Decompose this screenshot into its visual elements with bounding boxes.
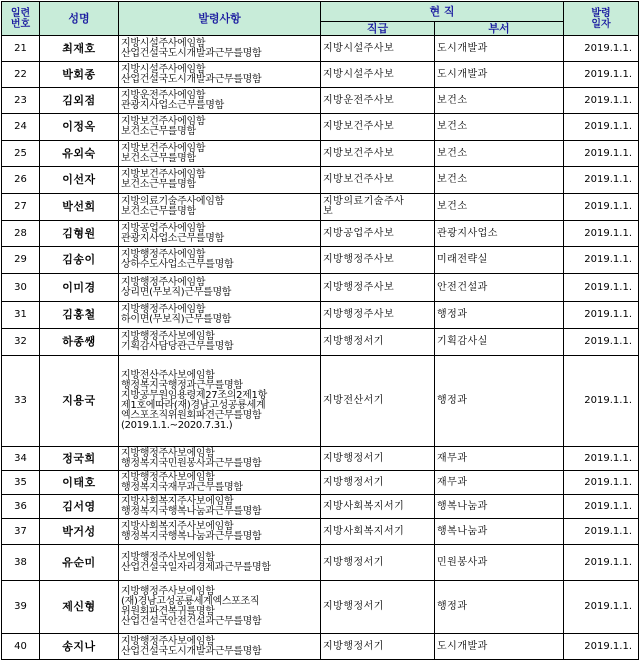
current-grade: 지방행정서기: [321, 545, 435, 581]
person-name: 제신형: [40, 581, 119, 634]
table-row: [2, 519, 639, 545]
appointment-date: 2019.1.1.: [564, 495, 639, 519]
current-dept: 재무과: [435, 447, 564, 471]
appointment-detail: [119, 194, 321, 221]
detail-line: 행정복지국민원봉사과근무를명함: [121, 457, 262, 469]
header-date: 발령 일자: [564, 2, 639, 36]
header-detail: 발령사항: [119, 2, 321, 36]
detail-line: 지방사회복지주사보에임함: [121, 520, 234, 532]
appointment-date: 2019.1.1.: [564, 634, 639, 660]
appointment-detail: [119, 545, 321, 581]
table-row: [2, 447, 639, 471]
person-name: 정국희: [40, 447, 119, 471]
current-dept: 행복나눔과: [435, 495, 564, 519]
appointment-detail: [119, 302, 321, 329]
detail-line: 지방보건주사에임함: [121, 142, 206, 154]
current-dept: 보건소: [435, 114, 564, 141]
appointment-date: 2019.1.1.: [564, 356, 639, 447]
detail-line: 기획감사담당관근무를명함: [121, 341, 234, 352]
detail-line: 보건소근무를명함: [121, 206, 196, 217]
current-grade: 지방행정주사보: [321, 302, 435, 329]
row-number: 38: [2, 545, 40, 581]
table-row: [2, 581, 639, 634]
detail-line: 지방보건주사에임함: [121, 169, 206, 180]
current-dept: 보건소: [435, 194, 564, 221]
appointment-detail: [119, 221, 321, 247]
current-grade: 지방시설주사보: [321, 36, 435, 62]
appointment-date: 2019.1.1.: [564, 329, 639, 356]
appointment-date: 2019.1.1.: [564, 141, 639, 167]
detail-line: 지방공업주사에임함: [121, 222, 206, 234]
person-name: 김외점: [40, 88, 119, 114]
current-grade: 지방보건주사보: [321, 167, 435, 194]
detail-line: 하이면(무보직)근무를명함: [121, 314, 232, 325]
table-row: [2, 62, 639, 88]
detail-line: 산업건설국도시개발과근무를명함: [121, 73, 262, 85]
detail-line: 지방공무원임용령제27조의2제1항: [121, 390, 267, 401]
appointment-detail: [119, 581, 321, 634]
row-number: 29: [2, 247, 40, 274]
current-grade: 지방행정서기: [321, 581, 435, 634]
row-number: 23: [2, 88, 40, 114]
appointment-date: 2019.1.1.: [564, 519, 639, 545]
row-number: 34: [2, 447, 40, 471]
detail-line: 보건소근무를명함: [121, 179, 196, 190]
detail-line: 지방시설주사에임함: [121, 63, 206, 75]
detail-line: 보건소근무를명함: [121, 152, 196, 164]
current-dept: 재무과: [435, 471, 564, 495]
appointment-detail: [119, 329, 321, 356]
current-dept: 행정과: [435, 356, 564, 447]
current-dept: 도시개발과: [435, 62, 564, 88]
appointment-detail: [119, 247, 321, 274]
current-dept: 도시개발과: [435, 36, 564, 62]
appointment-detail: [119, 356, 321, 447]
table-row: [2, 88, 639, 114]
current-dept: 안전건설과: [435, 274, 564, 302]
person-name: 박회종: [40, 62, 119, 88]
detail-line: 행정복지국행복나눔과근무를명함: [121, 505, 262, 517]
current-grade: 지방행정서기: [321, 471, 435, 495]
detail-line: 제1호에따라(재)경남고성공룡세계: [121, 400, 266, 411]
detail-line: 지방행정주사에임함: [121, 304, 206, 315]
appointment-date: 2019.1.1.: [564, 62, 639, 88]
detail-line: 지방사회복지주사보에임함: [121, 495, 234, 507]
table-row: [2, 634, 639, 660]
header-current: 현 직: [321, 2, 564, 22]
appointment-detail: [119, 471, 321, 495]
current-grade: 지방의료기술주사 보: [321, 194, 435, 221]
row-number: 24: [2, 114, 40, 141]
current-grade: 지방사회복지서기: [321, 495, 435, 519]
row-number: 27: [2, 194, 40, 221]
detail-line: 상리면(무보직)근무를명함: [121, 286, 232, 298]
table-row: [2, 356, 639, 447]
appointment-detail: [119, 167, 321, 194]
detail-line: 지방행정주사보에임함: [121, 635, 215, 647]
table-row: [2, 495, 639, 519]
header-seq: 일련 번호: [2, 2, 40, 36]
appointment-detail: [119, 114, 321, 141]
appointment-date: 2019.1.1.: [564, 36, 639, 62]
person-name: 이미경: [40, 274, 119, 302]
current-grade: 지방운전주사보: [321, 88, 435, 114]
current-grade: 지방보건주사보: [321, 141, 435, 167]
detail-line: (2019.1.1.~2020.7.31.): [121, 420, 233, 431]
detail-line: 행정복지국행복나눔과근무를명함: [121, 530, 262, 542]
current-dept: 행복나눔과: [435, 519, 564, 545]
current-dept: 기획감사실: [435, 329, 564, 356]
table-row: [2, 471, 639, 495]
detail-line: 관광지사업소근무를명함: [121, 99, 224, 111]
current-dept: 미래전략실: [435, 247, 564, 274]
person-name: 유외숙: [40, 141, 119, 167]
appointment-table: [1, 1, 639, 660]
table-row: [2, 194, 639, 221]
person-name: 이태호: [40, 471, 119, 495]
row-number: 22: [2, 62, 40, 88]
row-number: 33: [2, 356, 40, 447]
person-name: 김홍철: [40, 302, 119, 329]
row-number: 25: [2, 141, 40, 167]
detail-line: 행정복지국재무과근무를명함: [121, 481, 243, 493]
table-row: [2, 274, 639, 302]
table-row: [2, 221, 639, 247]
person-name: 이선자: [40, 167, 119, 194]
current-dept: 보건소: [435, 88, 564, 114]
person-name: 김송이: [40, 247, 119, 274]
row-number: 21: [2, 36, 40, 62]
table-row: [2, 36, 639, 62]
row-number: 31: [2, 302, 40, 329]
detail-line: 산업건설국일자리경제과근무를명함: [121, 561, 271, 573]
person-name: 유순미: [40, 545, 119, 581]
appointment-date: 2019.1.1.: [564, 581, 639, 634]
person-name: 이정옥: [40, 114, 119, 141]
current-grade: 지방전산서기: [321, 356, 435, 447]
header-name: 성명: [40, 2, 119, 36]
detail-line: 관광지사업소근무를명함: [121, 232, 224, 244]
row-number: 39: [2, 581, 40, 634]
row-number: 40: [2, 634, 40, 660]
table-row: [2, 302, 639, 329]
table-row: [2, 329, 639, 356]
detail-line: 지방전산주사보에임함: [121, 370, 215, 381]
row-number: 30: [2, 274, 40, 302]
appointment-detail: [119, 519, 321, 545]
person-name: 박선희: [40, 194, 119, 221]
current-dept: 관광지사업소: [435, 221, 564, 247]
appointment-detail: [119, 88, 321, 114]
detail-line: 지방행정주사에임함: [121, 276, 206, 288]
detail-line: 지방의료기술주사에임함: [121, 196, 224, 207]
current-grade: 지방행정서기: [321, 329, 435, 356]
person-name: 김서영: [40, 495, 119, 519]
detail-line: 행정복지국행정과근무를명함: [121, 380, 243, 391]
appointment-date: 2019.1.1.: [564, 194, 639, 221]
header-grade: 직급: [321, 22, 435, 36]
table-row: [2, 247, 639, 274]
detail-line: 지방행정주사보에임함: [121, 551, 215, 563]
current-dept: 민원봉사과: [435, 545, 564, 581]
row-number: 28: [2, 221, 40, 247]
row-number: 32: [2, 329, 40, 356]
person-name: 지용국: [40, 356, 119, 447]
current-grade: 지방행정서기: [321, 634, 435, 660]
appointment-date: 2019.1.1.: [564, 447, 639, 471]
current-dept: 행정과: [435, 581, 564, 634]
current-grade: 지방보건주사보: [321, 114, 435, 141]
detail-line: 엑스포조직위원회파견근무를명함: [121, 410, 262, 421]
current-grade: 지방행정주사보: [321, 274, 435, 302]
detail-line: 산업건설국안전건설과근무를명함: [121, 616, 262, 627]
appointment-date: 2019.1.1.: [564, 167, 639, 194]
appointment-detail: [119, 495, 321, 519]
current-grade: 지방사회복지서기: [321, 519, 435, 545]
appointment-date: 2019.1.1.: [564, 221, 639, 247]
appointment-date: 2019.1.1.: [564, 471, 639, 495]
detail-line: 상하수도사업소근무를명함: [121, 259, 234, 270]
table-row: [2, 167, 639, 194]
appointment-detail: [119, 447, 321, 471]
appointment-date: 2019.1.1.: [564, 545, 639, 581]
row-number: 37: [2, 519, 40, 545]
detail-line: 지방보건주사에임함: [121, 116, 206, 127]
row-number: 36: [2, 495, 40, 519]
person-name: 김형원: [40, 221, 119, 247]
detail-line: (재)경남고성공룡세계엑스포조직: [121, 596, 260, 607]
header-dept: 부서: [435, 22, 564, 36]
detail-line: 지방행정주사보에임함: [121, 471, 215, 483]
current-grade: 지방공업주사보: [321, 221, 435, 247]
detail-line: 지방행정주사보에임함: [121, 331, 215, 342]
detail-line: 지방행정주사보에임함: [121, 447, 215, 459]
appointment-date: 2019.1.1.: [564, 274, 639, 302]
current-dept: 도시개발과: [435, 634, 564, 660]
appointment-date: 2019.1.1.: [564, 247, 639, 274]
current-dept: 행정과: [435, 302, 564, 329]
person-name: 하종쌩: [40, 329, 119, 356]
current-grade: 지방행정서기: [321, 447, 435, 471]
appointment-date: 2019.1.1.: [564, 114, 639, 141]
current-grade: 지방시설주사보: [321, 62, 435, 88]
current-dept: 보건소: [435, 141, 564, 167]
detail-line: 지방행정주사보에임함: [121, 586, 215, 597]
detail-line: 위원회파견복귀를명함: [121, 606, 215, 617]
table-row: [2, 141, 639, 167]
detail-line: 지방행정주사에임함: [121, 249, 206, 260]
person-name: 송지나: [40, 634, 119, 660]
row-number: 26: [2, 167, 40, 194]
appointment-detail: [119, 62, 321, 88]
appointment-detail: [119, 141, 321, 167]
person-name: 최재호: [40, 36, 119, 62]
appointment-date: 2019.1.1.: [564, 302, 639, 329]
table-row: [2, 545, 639, 581]
appointment-date: 2019.1.1.: [564, 88, 639, 114]
person-name: 박거성: [40, 519, 119, 545]
detail-line: 산업건설국도시개발과근무를명함: [121, 645, 262, 657]
current-grade: 지방행정주사보: [321, 247, 435, 274]
appointment-detail: [119, 274, 321, 302]
detail-line: 산업건설국도시개발과근무를명함: [121, 47, 262, 59]
current-dept: 보건소: [435, 167, 564, 194]
appointment-detail: [119, 36, 321, 62]
appointment-detail: [119, 634, 321, 660]
table-row: [2, 114, 639, 141]
detail-line: 지방시설주사에임함: [121, 37, 206, 49]
detail-line: 보건소근무를명함: [121, 126, 196, 137]
detail-line: 지방운전주사에임함: [121, 89, 206, 101]
row-number: 35: [2, 471, 40, 495]
